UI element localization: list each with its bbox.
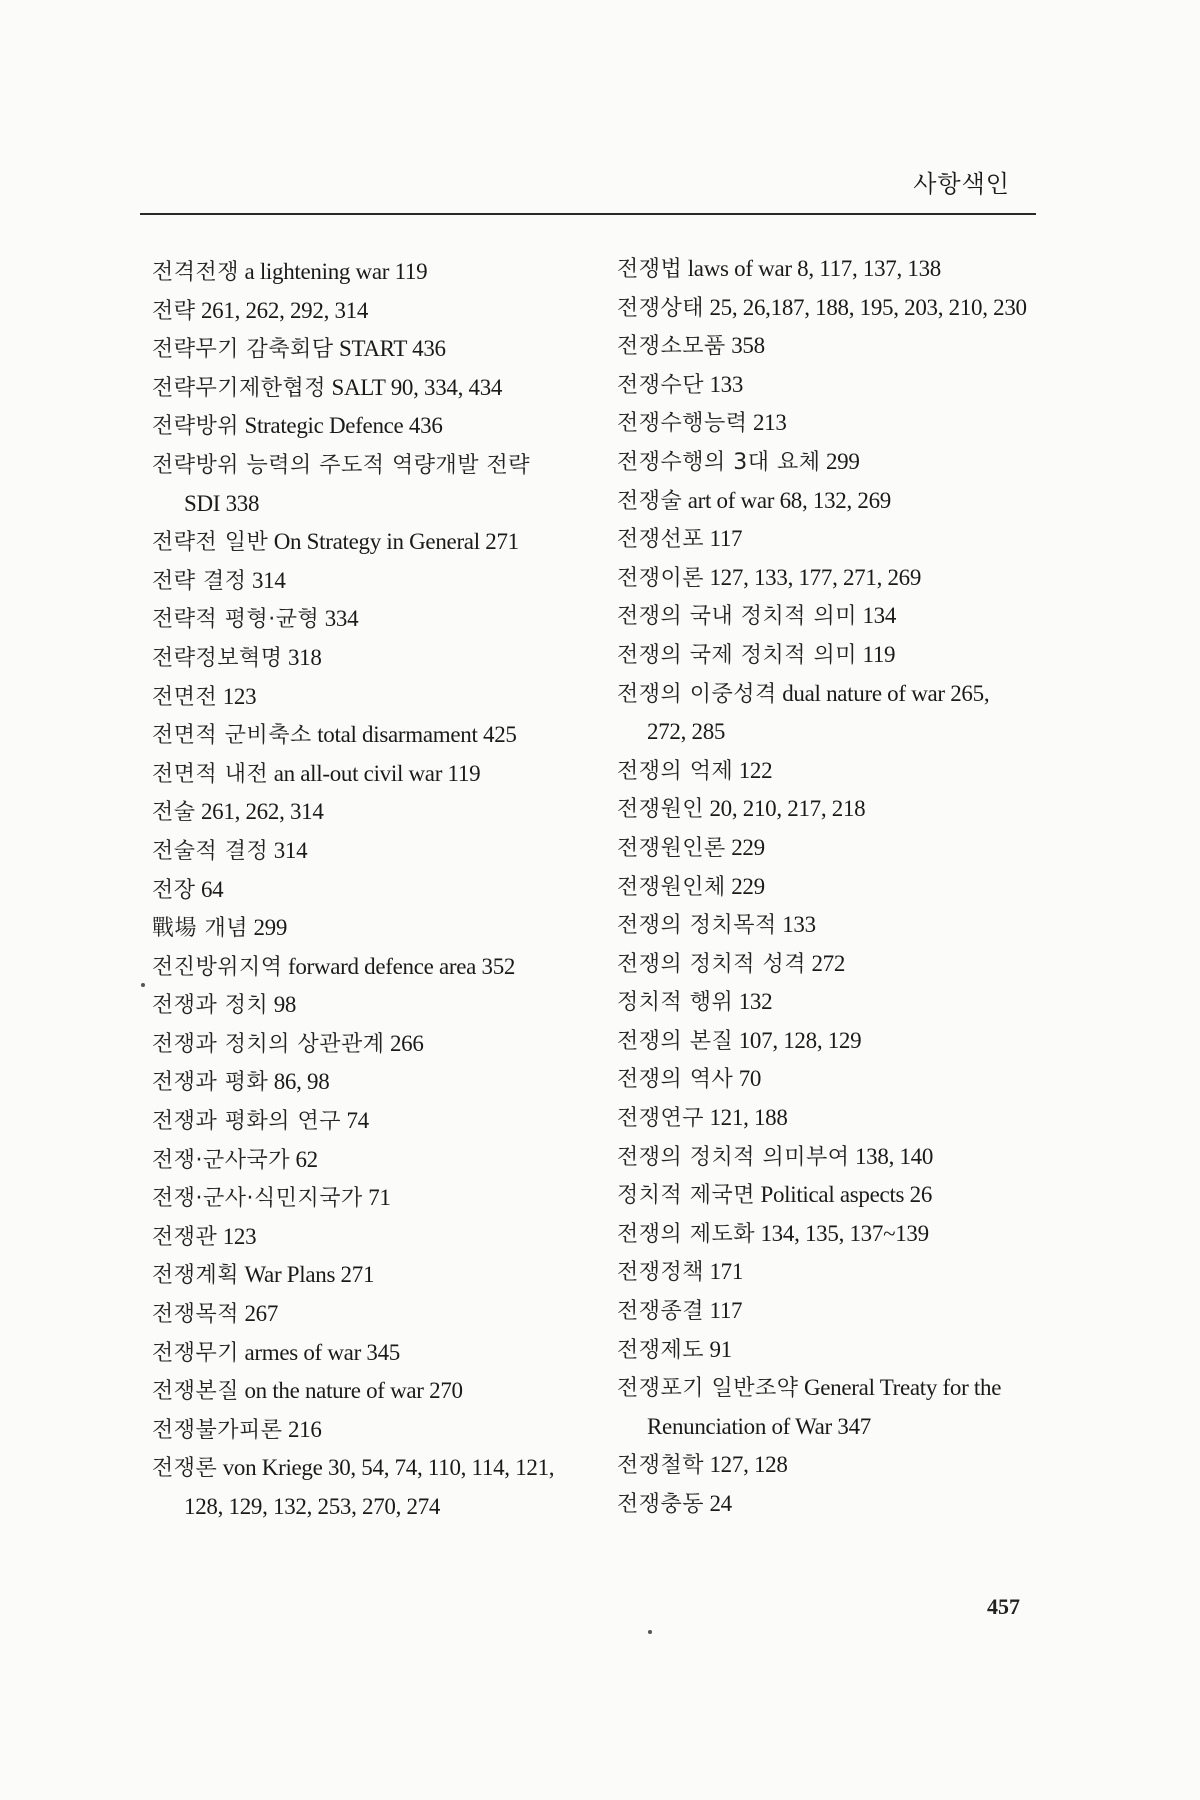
- index-entry: [152, 1025, 592, 1064]
- index-entry: [152, 523, 592, 562]
- index-entry: [152, 1449, 592, 1488]
- index-entry: [152, 986, 592, 1025]
- index-entry: [152, 1063, 592, 1102]
- index-pages: 171: [709, 1259, 744, 1285]
- print-speck: [141, 983, 145, 987]
- index-pages: 133: [709, 371, 744, 397]
- index-term: 전략방위 능력의 주도적 역량개발 전략: [152, 452, 531, 478]
- index-pages: 138, 140: [854, 1143, 934, 1169]
- index-entry: [617, 597, 1057, 636]
- index-term: 전쟁불가피론: [152, 1417, 283, 1443]
- index-pages: 334: [324, 606, 359, 632]
- index-pages: 261, 262, 314: [200, 799, 324, 825]
- index-term: 戰場 개념: [152, 916, 248, 942]
- index-pages: START 436: [338, 336, 446, 362]
- index-term: 전쟁의 제도화: [617, 1221, 756, 1247]
- index-pages: von Kriege 30, 54, 74, 110, 114, 121,: [222, 1455, 555, 1481]
- page-number: 457: [987, 1594, 1020, 1619]
- index-entry: [152, 1102, 592, 1141]
- index-pages: 62: [295, 1146, 318, 1172]
- index-pages: 133: [782, 912, 816, 938]
- index-entry-continuation: [617, 1408, 1057, 1447]
- index-pages: 134: [862, 603, 897, 629]
- index-entry: [617, 289, 1057, 328]
- index-term: 전쟁·군사국가: [152, 1147, 291, 1173]
- index-term: 전쟁술: [617, 488, 683, 514]
- index-pages: On Strategy in General 271: [273, 529, 519, 555]
- index-entry: [152, 1179, 592, 1218]
- index-pages: 25, 26,187, 188, 195, 203, 210, 230: [709, 294, 1027, 320]
- index-entry: [617, 1292, 1057, 1331]
- index-term: 전쟁제도: [617, 1337, 705, 1363]
- index-term: 전쟁포기 일반조약: [617, 1376, 799, 1402]
- index-pages: 121, 188: [709, 1105, 788, 1131]
- index-term: 전략적 평형·균형: [152, 607, 320, 633]
- index-entry-continuation: [152, 1488, 592, 1527]
- index-entry: [617, 868, 1057, 907]
- index-term: 전격전쟁: [152, 260, 240, 285]
- index-entry: [152, 600, 592, 639]
- index-pages: laws of war 8, 117, 137, 138: [687, 256, 942, 281]
- index-pages: dual nature of war 265,: [782, 680, 990, 706]
- index-pages: 132: [738, 989, 773, 1015]
- index-entry: [617, 945, 1057, 984]
- index-term: 전쟁종결: [617, 1299, 705, 1325]
- index-pages: 70: [738, 1066, 762, 1092]
- index-pages: Renunciation of War 347: [647, 1413, 871, 1439]
- index-entry: [152, 948, 592, 987]
- index-term: 전쟁원인론: [617, 835, 726, 861]
- index-term: 정치적 제국면: [617, 1183, 756, 1209]
- index-entry: [152, 292, 592, 331]
- index-pages: 123: [222, 1223, 257, 1249]
- index-term: 전략무기제한협정: [152, 375, 327, 401]
- index-entry: [152, 1334, 592, 1373]
- index-pages: 128, 129, 132, 253, 270, 274: [184, 1494, 441, 1519]
- index-pages: SDI 338: [184, 490, 260, 516]
- index-entry: [617, 327, 1057, 366]
- index-pages: 272: [811, 950, 846, 976]
- index-entry: [152, 369, 592, 408]
- index-term: 전쟁충동: [617, 1492, 705, 1517]
- index-pages: 86, 98: [273, 1069, 330, 1095]
- index-term: 전쟁상태: [617, 295, 705, 321]
- index-pages: forward defence area 352: [287, 953, 516, 979]
- index-entry: [152, 832, 592, 871]
- index-entry: [617, 1176, 1057, 1215]
- index-entry: [617, 1485, 1057, 1524]
- index-term: 전쟁수행능력: [617, 411, 748, 437]
- index-term: 전쟁과 평화의 연구: [152, 1109, 342, 1135]
- index-pages: 134, 135, 137~139: [760, 1220, 929, 1246]
- index-term: 전략전 일반: [152, 530, 269, 556]
- index-pages: 20, 210, 217, 218: [709, 796, 866, 822]
- index-term: 전진방위지역: [152, 954, 283, 980]
- index-entry: [152, 871, 592, 910]
- index-pages: 123: [222, 683, 257, 709]
- index-entry: [617, 1099, 1057, 1138]
- index-pages: 299: [825, 448, 860, 474]
- index-term: 전쟁무기: [152, 1340, 240, 1366]
- index-term: 전쟁원인체: [617, 874, 726, 900]
- index-term: 전략방위: [152, 414, 240, 440]
- index-term: 전쟁본질: [152, 1379, 240, 1405]
- index-pages: 64: [200, 876, 224, 902]
- index-entry: [617, 443, 1057, 482]
- index-pages: 119: [862, 641, 896, 667]
- index-entry: [152, 330, 592, 369]
- index-entry-continuation: [152, 485, 592, 524]
- index-entry: [617, 1022, 1057, 1061]
- index-entry: [617, 404, 1057, 443]
- index-entry: [152, 253, 592, 292]
- index-term: 전쟁선포: [617, 527, 705, 553]
- index-term: 정치적 행위: [617, 990, 734, 1016]
- index-entry: [152, 1141, 592, 1180]
- index-term: 전쟁목적: [152, 1302, 240, 1328]
- index-term: 전쟁의 억제: [617, 758, 734, 784]
- index-entry: [617, 675, 1057, 714]
- index-term: 전쟁과 평화: [152, 1070, 269, 1096]
- index-pages: total disarmament 425: [317, 722, 517, 748]
- index-pages: 318: [287, 644, 322, 670]
- index-pages: 299: [253, 915, 288, 941]
- index-pages: 229: [731, 873, 765, 899]
- index-pages: War Plans 271: [244, 1262, 375, 1288]
- index-pages: 127, 133, 177, 271, 269: [709, 564, 922, 590]
- index-entry: [617, 520, 1057, 559]
- index-entry: [152, 1372, 592, 1411]
- index-term: 전쟁수단: [617, 372, 705, 398]
- index-entry: [152, 1256, 592, 1295]
- index-pages: an all-out civil war 119: [273, 760, 481, 786]
- index-term: 전략 결정: [152, 568, 247, 594]
- index-entry: [617, 983, 1057, 1022]
- index-pages: 127, 128: [709, 1452, 788, 1478]
- running-header: 사항색인: [913, 170, 1010, 198]
- index-entry: [617, 1369, 1057, 1408]
- index-entry: [152, 909, 592, 948]
- index-pages: 71: [368, 1185, 391, 1211]
- index-pages: Strategic Defence 436: [244, 413, 443, 439]
- index-entry: [617, 1138, 1057, 1177]
- index-term: 전술적 결정: [152, 838, 269, 864]
- header-rule: [140, 213, 1036, 215]
- index-term: 전쟁정책: [617, 1260, 705, 1286]
- index-column-left: [152, 253, 592, 1527]
- index-pages: 261, 262, 292, 314: [200, 297, 369, 323]
- index-term: 전쟁계획: [152, 1263, 240, 1289]
- index-term: 전쟁의 정치적 성격: [617, 951, 807, 977]
- index-pages: 216: [287, 1416, 322, 1442]
- index-term: 전략정보혁명: [152, 645, 283, 671]
- index-pages: SALT 90, 334, 434: [331, 374, 503, 400]
- index-entry: [617, 636, 1057, 675]
- index-pages: 314: [273, 837, 308, 863]
- index-pages: 266: [389, 1030, 424, 1056]
- index-entry: [617, 906, 1057, 945]
- index-pages: 74: [346, 1108, 369, 1134]
- index-pages: armes of war 345: [244, 1339, 400, 1365]
- index-term: 전쟁이론: [617, 565, 705, 591]
- index-pages: 213: [752, 410, 787, 436]
- index-pages: 98: [273, 992, 297, 1018]
- index-entry: [152, 407, 592, 446]
- index-entry: [617, 829, 1057, 868]
- index-entry: [617, 250, 1057, 289]
- index-term: 전쟁철학: [617, 1453, 705, 1479]
- index-term: 전면적 내전: [152, 761, 269, 787]
- index-pages: 267: [244, 1301, 279, 1327]
- index-term: 전쟁의 이중성격: [617, 681, 777, 707]
- index-term: 전쟁과 정치: [152, 993, 269, 1019]
- index-term: 전쟁론: [152, 1456, 218, 1482]
- index-term: 전쟁·군사·식민지국가: [152, 1186, 363, 1212]
- index-pages: 122: [738, 757, 773, 783]
- index-pages: Political aspects 26: [760, 1182, 933, 1208]
- index-entry: [152, 639, 592, 678]
- index-entry: [617, 790, 1057, 829]
- index-entry: [617, 1060, 1057, 1099]
- index-term: 전략: [152, 298, 196, 324]
- index-term: 전쟁의 국내 정치적 의미: [617, 604, 858, 630]
- index-entry: [152, 678, 592, 717]
- index-entry: [617, 366, 1057, 405]
- index-term: 전쟁의 역사: [617, 1067, 734, 1093]
- index-pages: 117: [709, 1298, 743, 1324]
- index-pages: 24: [709, 1491, 732, 1516]
- index-term: 전쟁의 정치적 의미부여: [617, 1144, 850, 1170]
- index-term: 전쟁과 정치의 상관관계: [152, 1031, 385, 1057]
- index-term: 전면전: [152, 684, 218, 710]
- index-entry: [617, 1215, 1057, 1254]
- index-entry: [617, 1331, 1057, 1370]
- index-entry: [152, 716, 592, 755]
- index-term: 전쟁의 국제 정치적 의미: [617, 642, 858, 668]
- print-speck: [648, 1630, 652, 1634]
- index-term: 전략무기 감축회담: [152, 337, 334, 363]
- index-term: 전쟁소모품: [617, 334, 726, 360]
- index-term: 전쟁원인: [617, 797, 705, 823]
- index-entry: [152, 1218, 592, 1257]
- index-entry: [617, 1253, 1057, 1292]
- index-pages: 91: [709, 1336, 732, 1362]
- index-term: 전쟁연구: [617, 1106, 705, 1132]
- index-entry: [152, 755, 592, 794]
- index-term: 전쟁관: [152, 1224, 218, 1250]
- index-term: 전면적 군비축소: [152, 723, 312, 749]
- index-entry: [152, 1411, 592, 1450]
- index-pages: 272, 285: [647, 719, 726, 745]
- index-entry: [617, 482, 1057, 521]
- index-entry: [152, 793, 592, 832]
- index-entry: [152, 446, 592, 485]
- index-pages: General Treaty for the: [803, 1375, 1002, 1401]
- index-term: 전장: [152, 877, 196, 903]
- index-pages: a lightening war 119: [244, 259, 428, 284]
- index-entry: [617, 752, 1057, 791]
- index-term: 전쟁수행의 3대 요체: [617, 449, 821, 475]
- index-term: 전쟁법: [617, 257, 683, 282]
- index-entry: [152, 1295, 592, 1334]
- index-entry: [617, 1446, 1057, 1485]
- index-entry: [617, 559, 1057, 598]
- index-entry-continuation: [617, 713, 1057, 752]
- index-column-right: [617, 250, 1057, 1524]
- index-term: 전술: [152, 800, 196, 826]
- index-entry: [152, 562, 592, 601]
- index-term: 전쟁의 정치목적: [617, 913, 777, 939]
- index-pages: 107, 128, 129: [738, 1027, 862, 1053]
- index-pages: 117: [709, 526, 743, 552]
- index-term: 전쟁의 본질: [617, 1028, 734, 1054]
- index-pages: 358: [731, 333, 765, 359]
- index-pages: 229: [731, 834, 765, 860]
- index-pages: on the nature of war 270: [244, 1378, 463, 1404]
- index-pages: 314: [251, 567, 286, 593]
- index-pages: art of war 68, 132, 269: [687, 487, 891, 513]
